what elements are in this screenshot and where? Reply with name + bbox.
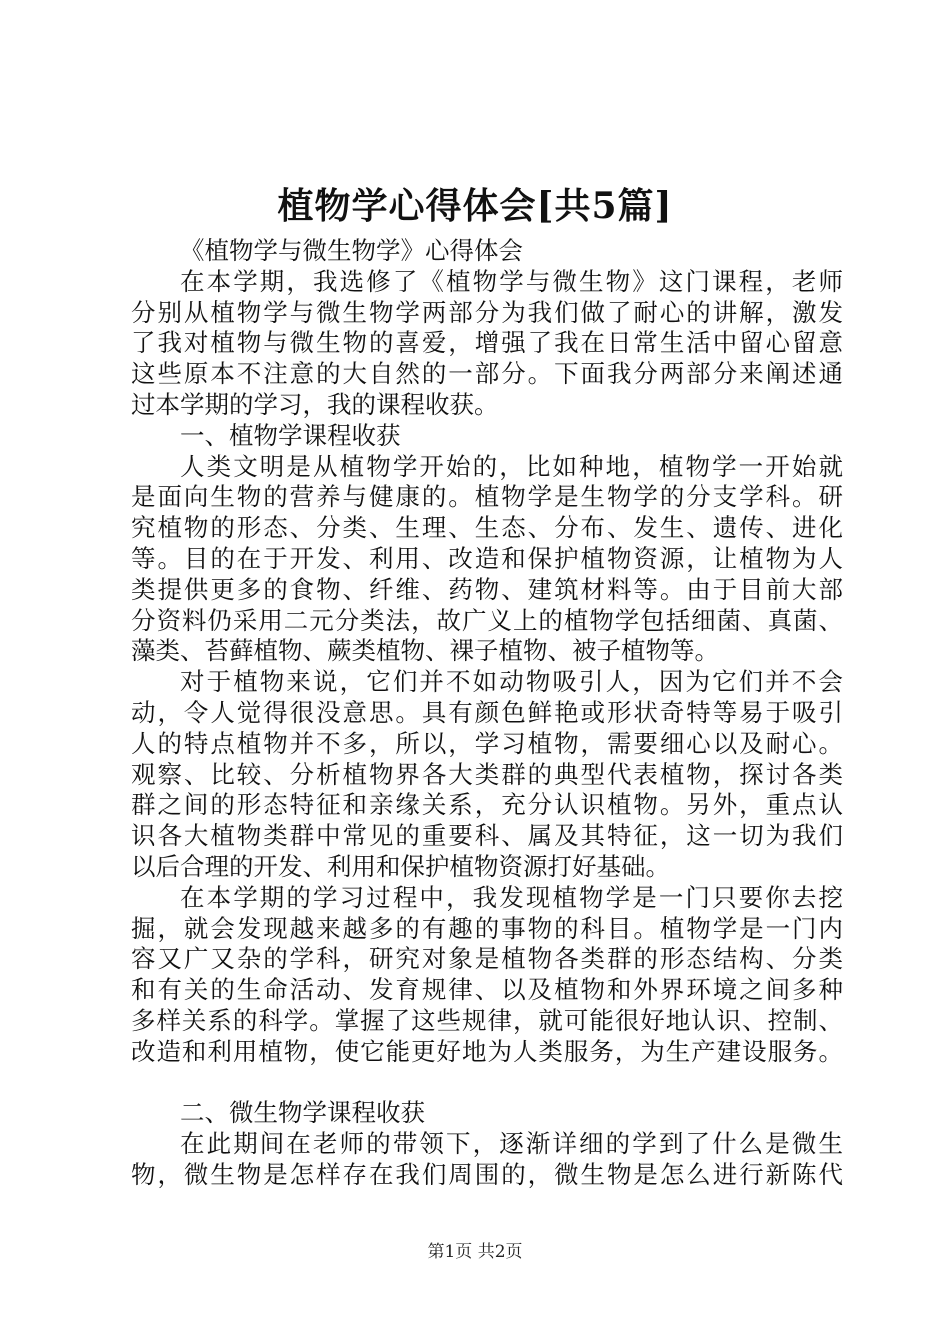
text-line: 究植物的形态、分类、生理、生态、分布、发生、遗传、进化 — [131, 513, 843, 543]
text-line: 物，微生物是怎样存在我们周围的，微生物是怎么进行新陈代 — [131, 1159, 843, 1189]
blank-line — [131, 1068, 843, 1099]
text-line: 掘，就会发现越来越多的有趣的事物的科目。植物学是一门内 — [131, 913, 843, 943]
text-line: 人的特点植物并不多，所以，学习植物，需要细心以及耐心。 — [131, 728, 843, 758]
text-line: 以后合理的开发、利用和保护植物资源打好基础。 — [131, 851, 670, 881]
text-line: 是面向生物的营养与健康的。植物学是生物学的分支学科。研 — [131, 482, 843, 512]
text-line: 多样关系的科学。掌握了这些规律，就可能很好地认识、控制、 — [131, 1005, 843, 1035]
text-line: 过本学期的学习，我的课程收获。 — [131, 389, 499, 419]
subtitle-line: 《植物学与微生物学》心得体会 — [180, 236, 523, 265]
text-line: 改造和利用植物，使它能更好地为人类服务，为生产建设服务。 — [131, 1036, 843, 1066]
text-line: 和有关的生命活动、发育规律、以及植物和外界环境之间多种 — [131, 975, 843, 1005]
text-line: 群之间的形态特征和亲缘关系，充分认识植物。另外，重点认 — [131, 790, 843, 820]
text-line: 了我对植物与微生物的喜爱，增强了我在日常生活中留心留意 — [131, 328, 843, 358]
section-heading: 一、植物学课程收获 — [180, 420, 401, 450]
text-line: 观察、比较、分析植物界各大类群的典型代表植物，探讨各类 — [131, 759, 843, 789]
text-line: 分资料仍采用二元分类法，故广义上的植物学包括细菌、真菌、 — [131, 605, 843, 635]
text-line: 藻类、苔藓植物、蕨类植物、裸子植物、被子植物等。 — [131, 636, 719, 666]
text-line: 对于植物来说，它们并不如动物吸引人，因为它们并不会 — [180, 667, 843, 697]
text-line: 容又广又杂的学科，研究对象是植物各类群的形态结构、分类 — [131, 944, 843, 974]
text-line: 在本学期，我选修了《植物学与微生物》这门课程，老师 — [180, 266, 843, 296]
text-line: 识各大植物类群中常见的重要科、属及其特征，这一切为我们 — [131, 821, 843, 851]
section-heading: 二、微生物学课程收获 — [180, 1098, 425, 1128]
text-line: 这些原本不注意的大自然的一部分。下面我分两部分来阐述通 — [131, 359, 843, 389]
text-line: 分别从植物学与微生物学两部分为我们做了耐心的讲解，激发 — [131, 297, 843, 327]
text-line: 动，令人觉得很没意思。具有颜色鲜艳或形状奇特等易于吸引 — [131, 697, 843, 727]
text-line: 类提供更多的食物、纤维、药物、建筑材料等。由于目前大部 — [131, 574, 843, 604]
text-line: 人类文明是从植物学开始的，比如种地，植物学一开始就 — [180, 451, 843, 481]
document-title: 植物学心得体会[共5篇] — [277, 185, 673, 227]
text-line: 在此期间在老师的带领下，逐渐详细的学到了什么是微生 — [180, 1129, 843, 1159]
text-line: 等。目的在于开发、利用、改造和保护植物资源，让植物为人 — [131, 543, 843, 573]
text-line: 在本学期的学习过程中，我发现植物学是一门只要你去挖 — [180, 882, 843, 912]
document-body — [131, 236, 843, 1191]
page-number: 第1页 共2页 — [427, 1242, 523, 1262]
